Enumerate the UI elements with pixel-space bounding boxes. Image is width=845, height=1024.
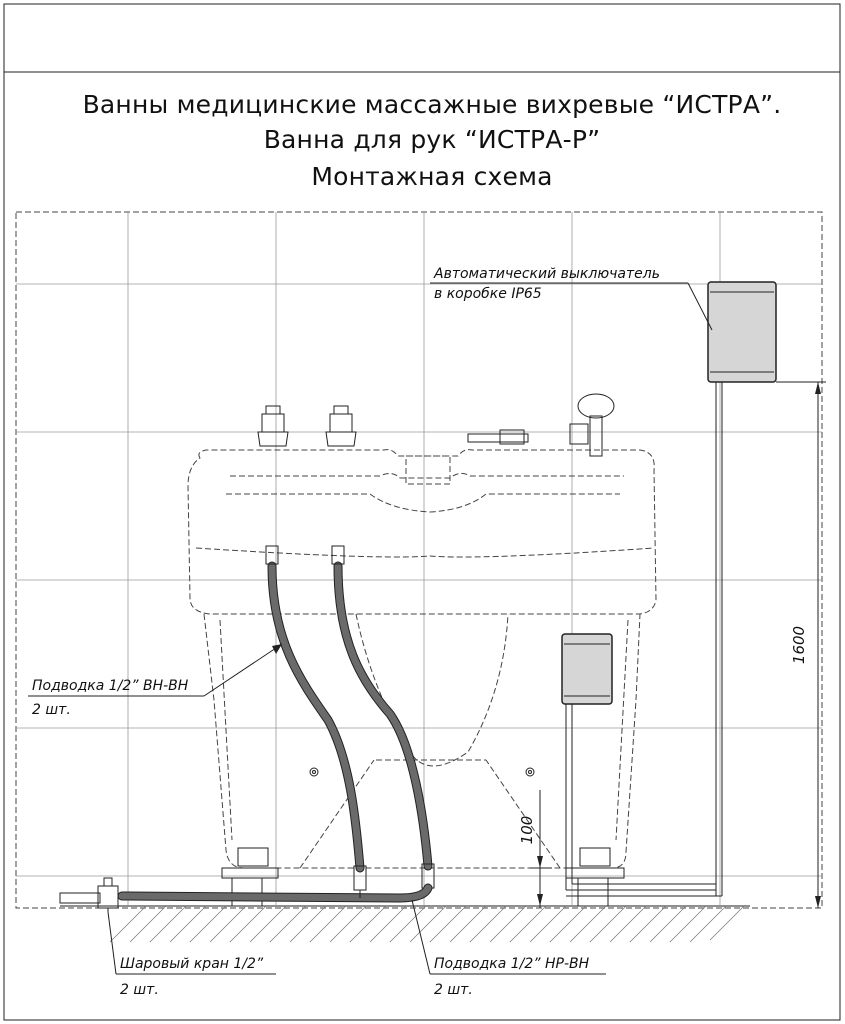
callout-breaker-line-1: Автоматический выключатель bbox=[434, 266, 660, 282]
callout-breaker bbox=[430, 266, 712, 330]
dimension-1600-label: 1600 bbox=[790, 625, 808, 665]
dimension-100-label: 100 bbox=[518, 815, 536, 845]
control-box bbox=[562, 634, 716, 890]
title-line-1: Ванны медицинские массажные вихревые “ИСТРА”. bbox=[82, 90, 782, 119]
floor-hatching bbox=[110, 906, 744, 942]
dimension-1600 bbox=[776, 382, 826, 908]
title-block bbox=[83, 90, 782, 191]
title-line-3: Монтажная схема bbox=[311, 162, 553, 191]
callout-supply-hose-bb bbox=[28, 644, 282, 718]
floor bbox=[60, 906, 750, 942]
callout-ball-valve bbox=[108, 912, 276, 998]
valve-handle-right bbox=[326, 406, 356, 446]
supply-hose-right bbox=[332, 546, 434, 888]
shower-head bbox=[570, 394, 614, 456]
supply-hose-left bbox=[266, 546, 366, 890]
title-line-2: Ванна для рук “ИСТРА-Р” bbox=[263, 125, 601, 154]
breaker-box bbox=[566, 282, 776, 896]
ball-valve bbox=[60, 878, 118, 912]
callout-supply-hose-hb-line-2: 2 шт. bbox=[434, 982, 473, 998]
callout-ball-valve-line-1: Шаровый кран 1/2” bbox=[120, 956, 264, 972]
bath-foot-right bbox=[566, 848, 624, 906]
callout-supply-hose-bb-line-1: Подводка 1/2” ВН-ВН bbox=[32, 678, 189, 694]
callout-supply-hose-bb-line-2: 2 шт. bbox=[32, 702, 71, 718]
callout-breaker-line-2: в коробке IP65 bbox=[434, 286, 542, 302]
callout-ball-valve-line-2: 2 шт. bbox=[120, 982, 159, 998]
floor-supply-line bbox=[122, 888, 428, 898]
callout-supply-hose-hb-line-1: Подводка 1/2” НР-ВН bbox=[434, 956, 590, 972]
valve-handle-left bbox=[258, 406, 288, 446]
